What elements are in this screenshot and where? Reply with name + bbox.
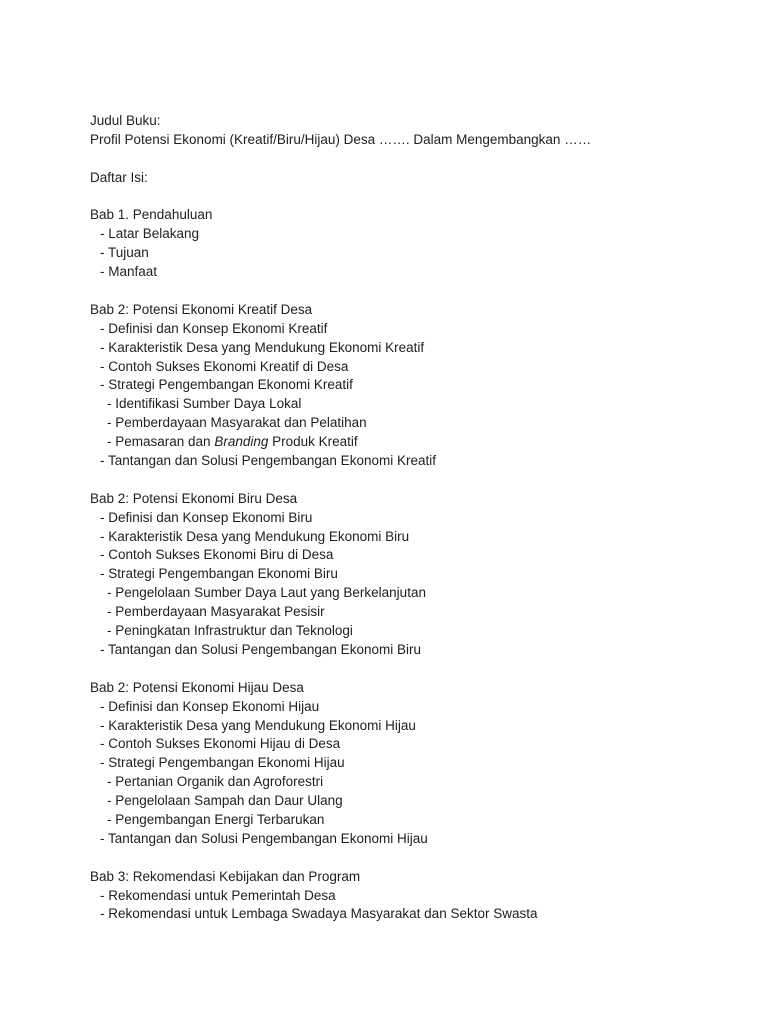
subitem-prefix: - Pemasaran dan [107, 434, 215, 450]
toc-item: - Karakteristik Desa yang Mendukung Ekonomi Biru [100, 528, 410, 544]
toc-item: - Strategi Pengembangan Ekonomi Kreatif [100, 377, 353, 393]
toc-item: - Contoh Sukses Ekonomi Biru di Desa [100, 547, 334, 563]
toc-item: - Strategi Pengembangan Ekonomi Hijau [100, 755, 345, 771]
toc-item: - Definisi dan Konsep Ekonomi Biru [100, 509, 313, 525]
toc-subitem: - Pengembangan Energi Terbarukan [107, 811, 325, 827]
toc-item: - Tantangan dan Solusi Pengembangan Ekonomi Hijau [100, 830, 428, 846]
subitem-suffix: Produk Kreatif [268, 434, 358, 450]
toc-item: - Contoh Sukses Ekonomi Hijau di Desa [100, 736, 341, 752]
chapter-heading: Bab 3: Rekomendasi Kebijakan dan Program [90, 868, 361, 884]
toc-item: - Karakteristik Desa yang Mendukung Ekonomi Kreatif [100, 339, 425, 355]
toc-subitem [90, 433, 750, 452]
toc-item: - Tantangan dan Solusi Pengembangan Ekonomi Biru [100, 641, 421, 657]
toc-item: - Definisi dan Konsep Ekonomi Hijau [100, 698, 320, 714]
toc-subitem: - Pengelolaan Sampah dan Daur Ulang [107, 793, 343, 809]
spacer [90, 471, 750, 490]
subitem-emphasis: Branding [214, 434, 269, 450]
toc-item: - Manfaat [100, 264, 158, 280]
spacer [90, 282, 750, 301]
toc-subitem: - Pengelolaan Sumber Daya Laut yang Berkelanjutan [107, 585, 426, 601]
book-title-label: Judul Buku: [90, 113, 161, 128]
toc-item: - Contoh Sukses Ekonomi Kreatif di Desa [100, 358, 349, 374]
toc-item: - Tantangan dan Solusi Pengembangan Ekonomi Kreatif [100, 453, 436, 469]
toc-item: - Strategi Pengembangan Ekonomi Biru [100, 566, 338, 582]
toc-subitem: - Pertanian Organik dan Agroforestri [107, 774, 324, 790]
book-title: Profil Potensi Ekonomi (Kreatif/Biru/Hijau) Desa ……. Dalam Mengembangkan …… [90, 131, 592, 147]
spacer [90, 188, 750, 207]
toc-label: Daftar Isi: [90, 169, 148, 185]
spacer [90, 849, 750, 868]
chapter-heading: Bab 2: Potensi Ekonomi Hijau Desa [90, 679, 304, 695]
toc-item: - Rekomendasi untuk Pemerintah Desa [100, 887, 336, 903]
toc-item: - Rekomendasi untuk Lembaga Swadaya Masyarakat dan Sektor Swasta [100, 906, 538, 922]
spacer [90, 150, 750, 169]
toc-item: - Karakteristik Desa yang Mendukung Ekonomi Hijau [100, 717, 416, 733]
toc-item: - Latar Belakang [100, 226, 200, 242]
chapter-heading: Bab 1. Pendahuluan [90, 207, 213, 223]
toc-subitem: - Identifikasi Sumber Daya Lokal [107, 396, 302, 412]
toc-subitem: - Pemberdayaan Masyarakat dan Pelatihan [107, 415, 367, 431]
toc-subitem: - Peningkatan Infrastruktur dan Teknologi [107, 623, 353, 639]
spacer [90, 660, 750, 679]
chapter-heading: Bab 2: Potensi Ekonomi Kreatif Desa [90, 301, 313, 317]
toc-subitem: - Pemberdayaan Masyarakat Pesisir [107, 604, 325, 620]
toc-item: - Definisi dan Konsep Ekonomi Kreatif [100, 320, 328, 336]
document-page [90, 112, 750, 924]
toc-item: - Tujuan [100, 245, 149, 261]
chapter-heading: Bab 2: Potensi Ekonomi Biru Desa [90, 490, 298, 506]
